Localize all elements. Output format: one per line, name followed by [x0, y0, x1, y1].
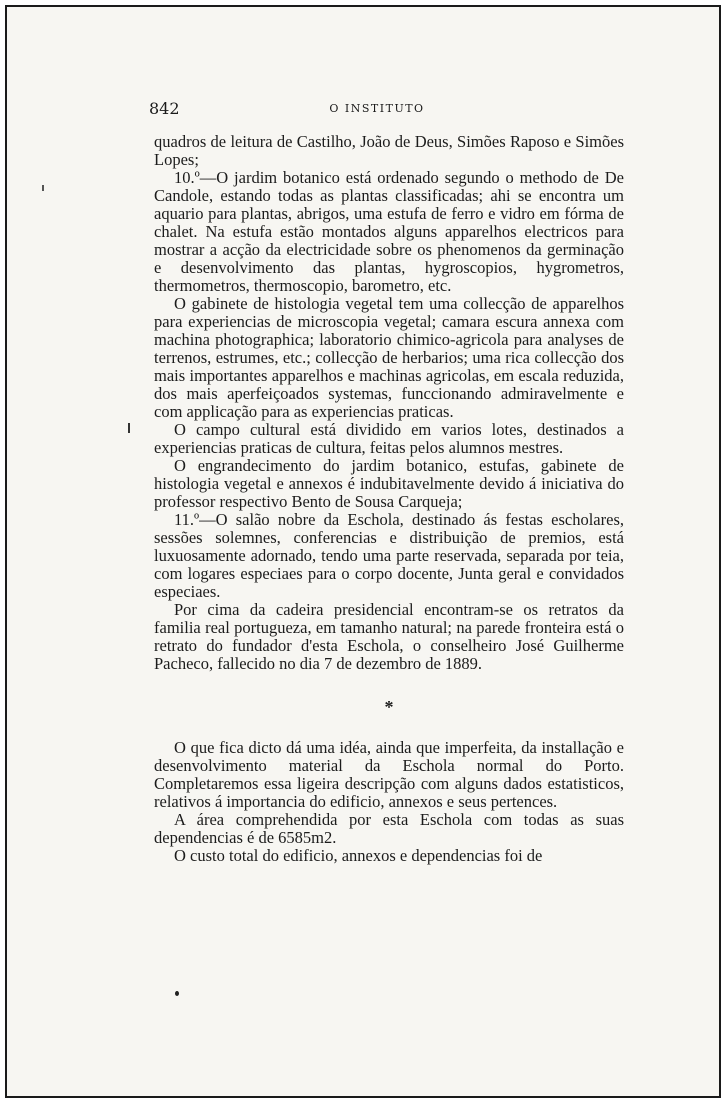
paragraph: A área comprehendida por esta Eschola com todas as suas dependencias é de 6585m2. — [154, 810, 624, 847]
ink-dot — [175, 991, 179, 996]
paragraph: O custo total do edificio, annexos e dependencias foi de — [174, 846, 543, 865]
paragraph: 11.º—O salão nobre da Escholа, destinado ás festas escholares, sessões solemnes, conferencias e distribuição de premios, está luxuosamente adornado, tendo uma parte reservada, separada por teia, com logares especiaes para o corpo docente, Junta geral e convidados especiaes. — [154, 510, 624, 601]
paragraph: O campo cultural está dividido em varios lotes, destinados a experiencias praticas de cultura, feitas pelos alumnos mestres. — [154, 420, 624, 457]
paragraph: O engrandecimento do jardim botanico, estufas, gabinete de histologia vegetal e annexos é indubitavelmente devido á iniciativa do professor respectivo Bento de Sousa Carqueja; — [154, 456, 624, 511]
paragraph: Por cima da cadeira presidencial encontram-se os retratos da familia real portugueza, em tamanho natural; na parede fronteira está o retrato do fundador d'esta Eschola, o conselheiro José Guilherme Pacheco, fallecido no dia 7 de dezembro de 1889. — [154, 600, 624, 673]
body-text — [154, 133, 624, 865]
running-head: O INSTITUTO — [329, 102, 425, 115]
page-number: 842 — [149, 99, 180, 118]
document-page — [5, 5, 721, 1098]
paragraph: 10.º—O jardim botanico está ordenado segundo o methodo de De Candole, estando todas as plantas classificadas; ahi se encontra um aquario para plantas, abrigos, uma estufa de ferro e vidro em fórma de chalet. Na estufa estão montados alguns apparelhos electricos para mostrar a acção da electricidade sobre os phenomenos da germinação e desenvolvimento das plantas, hygroscopios, hygrometros, thermometros, thermoscopio, barometro, etc. — [154, 168, 624, 295]
scan-mark — [42, 185, 44, 191]
margin-mark — [128, 423, 130, 433]
paragraph: O que fica dicto dá uma idéa, ainda que imperfeita, da installação e desenvolvimento material da Eschola normal do Porto. Completaremos essa ligeira descripção com alguns dados estatisticos, relativos á importancia do edificio, annexos e seus pertences. — [154, 738, 624, 811]
section-asterism: * — [384, 697, 394, 717]
paragraph: quadros de leitura de Castilho, João de Deus, Simões Raposo e Simões Lopes; — [154, 132, 624, 169]
page-header — [149, 99, 605, 121]
paragraph: O gabinete de histologia vegetal tem uma collecção de apparelhos para experiencias de microscopia vegetal; camara escura annexa com machina photographica; laboratorio chimico-agricola para analyses de terrenos, estrumes, etc.; collecção de herbarios; uma rica collecção dos mais importantes apparelhos e machinas agricolas, em escala reduzida, dos mais aperfeiçoados systemas, funccionando admiravelmente e com applicação para as experiencias praticas. — [154, 294, 624, 421]
